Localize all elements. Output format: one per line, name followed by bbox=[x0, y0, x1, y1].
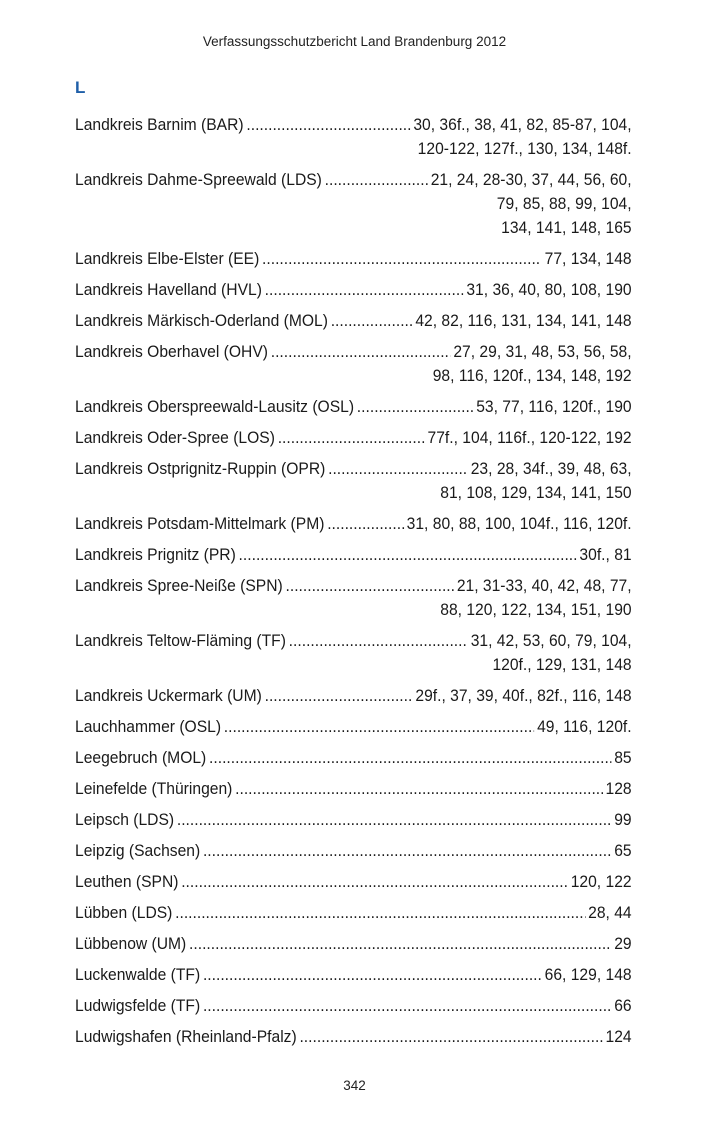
index-entry bbox=[75, 1025, 632, 1049]
dot-leader bbox=[175, 901, 585, 925]
index-term: Landkreis Oberspreewald-Lausitz (OSL) bbox=[75, 397, 355, 416]
index-entry bbox=[75, 715, 632, 739]
page-references: 28, 44 bbox=[588, 903, 632, 922]
page-references-continued: 134, 141, 148, 165 bbox=[501, 218, 632, 237]
index-entry bbox=[75, 994, 632, 1018]
index-term: Landkreis Potsdam-Mittelmark (PM) bbox=[75, 514, 325, 533]
index-entry-first-line bbox=[75, 963, 632, 987]
index-term: Leipsch (LDS) bbox=[75, 810, 175, 829]
dot-leader bbox=[203, 963, 542, 987]
page-references: 30, 36f., 38, 41, 82, 85-87, 104, bbox=[413, 115, 632, 134]
index-entry-first-line bbox=[75, 746, 632, 770]
index-entry-first-line bbox=[75, 808, 632, 832]
page-references: 27, 29, 31, 48, 53, 56, 58, bbox=[453, 342, 632, 361]
index-entry bbox=[75, 684, 632, 708]
index-entry-first-line bbox=[75, 457, 632, 481]
dot-leader bbox=[286, 574, 455, 598]
page-references-continued: 120f., 129, 131, 148 bbox=[492, 655, 632, 674]
index-term: Landkreis Teltow-Fläming (TF) bbox=[75, 631, 286, 650]
index-term: Landkreis Oberhavel (OHV) bbox=[75, 342, 268, 361]
index-term: Landkreis Spree-Neiße (SPN) bbox=[75, 576, 283, 595]
dot-leader bbox=[203, 839, 611, 863]
index-entry-first-line bbox=[75, 932, 632, 956]
dot-leader bbox=[325, 168, 428, 192]
dot-leader bbox=[271, 340, 451, 364]
index-term: Landkreis Märkisch-Oderland (MOL) bbox=[75, 311, 328, 330]
index-entry-first-line bbox=[75, 168, 632, 192]
dot-leader bbox=[224, 715, 535, 739]
page-references: 77, 134, 148 bbox=[544, 249, 632, 268]
dot-leader bbox=[177, 808, 612, 832]
page-references: 124 bbox=[605, 1027, 632, 1046]
index-entry-first-line bbox=[75, 901, 632, 925]
page-references: 85 bbox=[614, 748, 632, 767]
index-entry-first-line bbox=[75, 574, 632, 598]
dot-leader bbox=[357, 395, 474, 419]
index-term: Leipzig (Sachsen) bbox=[75, 841, 201, 860]
page-references: 21, 24, 28-30, 37, 44, 56, 60, bbox=[430, 170, 632, 189]
running-header: Verfassungsschutzbericht Land Brandenburg 2012 bbox=[202, 34, 507, 49]
index-entry-first-line bbox=[75, 777, 632, 801]
index-term: Landkreis Uckermark (UM) bbox=[75, 686, 262, 705]
index-entry-first-line bbox=[75, 839, 632, 863]
page-references: 21, 31-33, 40, 42, 48, 77, bbox=[456, 576, 632, 595]
index-entry-first-line bbox=[75, 870, 632, 894]
index-term: Ludwigsfelde (TF) bbox=[75, 996, 201, 1015]
index-entry bbox=[75, 457, 632, 505]
dot-leader bbox=[189, 932, 611, 956]
page-references: 31, 42, 53, 60, 79, 104, bbox=[470, 631, 632, 650]
dot-leader bbox=[209, 746, 611, 770]
index-entry-first-line bbox=[75, 247, 632, 271]
index-term: Leinefelde (Thüringen) bbox=[75, 779, 233, 798]
index-entry-first-line bbox=[75, 113, 632, 137]
index-term: Lübben (LDS) bbox=[75, 903, 173, 922]
page-references: 65 bbox=[614, 841, 632, 860]
dot-leader bbox=[181, 870, 568, 894]
page-references: 53, 77, 116, 120f., 190 bbox=[476, 397, 632, 416]
index-term: Luckenwalde (TF) bbox=[75, 965, 201, 984]
index-term: Landkreis Prignitz (PR) bbox=[75, 545, 236, 564]
index-term: Landkreis Dahme-Spreewald (LDS) bbox=[75, 170, 322, 189]
index-entry bbox=[75, 512, 632, 536]
index-term: Ludwigshafen (Rheinland-Pfalz) bbox=[75, 1027, 297, 1046]
dot-leader bbox=[239, 543, 577, 567]
index-entry-first-line bbox=[75, 309, 632, 333]
page-references: 77f., 104, 116f., 120-122, 192 bbox=[427, 428, 632, 447]
dot-leader bbox=[278, 426, 425, 450]
dot-leader bbox=[289, 629, 468, 653]
page-references: 42, 82, 116, 131, 134, 141, 148 bbox=[415, 311, 632, 330]
page-references-continued: 81, 108, 129, 134, 141, 150 bbox=[440, 483, 632, 502]
index-term: Landkreis Elbe-Elster (EE) bbox=[75, 249, 260, 268]
index-entry-first-line bbox=[75, 994, 632, 1018]
index-entry-first-line bbox=[75, 278, 632, 302]
dot-leader bbox=[327, 512, 404, 536]
index-entry-first-line bbox=[75, 1025, 632, 1049]
index-entry bbox=[75, 247, 632, 271]
index-entry bbox=[75, 808, 632, 832]
dot-leader bbox=[299, 1025, 602, 1049]
index-entry bbox=[75, 309, 632, 333]
page-references: 29 bbox=[614, 934, 632, 953]
index-list bbox=[75, 113, 632, 1056]
index-entry bbox=[75, 574, 632, 622]
page-references: 66, 129, 148 bbox=[544, 965, 632, 984]
index-entry-first-line bbox=[75, 684, 632, 708]
page-references: 99 bbox=[614, 810, 632, 829]
index-entry bbox=[75, 839, 632, 863]
index-entry bbox=[75, 426, 632, 450]
index-entry bbox=[75, 113, 632, 161]
index-entry bbox=[75, 340, 632, 388]
dot-leader bbox=[328, 457, 468, 481]
page-references-continued: 120-122, 127f., 130, 134, 148f. bbox=[417, 139, 632, 158]
index-entry-first-line bbox=[75, 629, 632, 653]
index-term: Leegebruch (MOL) bbox=[75, 748, 207, 767]
index-entry bbox=[75, 932, 632, 956]
index-entry-first-line bbox=[75, 543, 632, 567]
page-references: 31, 80, 88, 100, 104f., 116, 120f. bbox=[406, 514, 632, 533]
index-entry bbox=[75, 395, 632, 419]
section-letter: L bbox=[75, 78, 86, 97]
index-entry bbox=[75, 777, 632, 801]
page-references: 128 bbox=[605, 779, 632, 798]
index-entry bbox=[75, 629, 632, 677]
dot-leader bbox=[246, 113, 410, 137]
index-term: Landkreis Havelland (HVL) bbox=[75, 280, 262, 299]
index-entry-first-line bbox=[75, 340, 632, 364]
page-references-continued: 98, 116, 120f., 134, 148, 192 bbox=[432, 366, 632, 385]
index-entry-first-line bbox=[75, 426, 632, 450]
index-entry-first-line bbox=[75, 395, 632, 419]
index-term: Landkreis Oder-Spree (LOS) bbox=[75, 428, 275, 447]
page-references: 31, 36, 40, 80, 108, 190 bbox=[466, 280, 632, 299]
index-entry-first-line bbox=[75, 715, 632, 739]
page-references: 30f., 81 bbox=[579, 545, 632, 564]
index-entry bbox=[75, 543, 632, 567]
dot-leader bbox=[262, 247, 542, 271]
page-references: 23, 28, 34f., 39, 48, 63, bbox=[470, 459, 632, 478]
index-entry bbox=[75, 746, 632, 770]
index-entry bbox=[75, 278, 632, 302]
index-entry-first-line bbox=[75, 512, 632, 536]
page-references-continued: 88, 120, 122, 134, 151, 190 bbox=[440, 600, 632, 619]
dot-leader bbox=[265, 684, 413, 708]
page-references: 29f., 37, 39, 40f., 82f., 116, 148 bbox=[415, 686, 632, 705]
page-number: 342 bbox=[343, 1078, 366, 1093]
dot-leader bbox=[331, 309, 413, 333]
index-term: Landkreis Ostprignitz-Ruppin (OPR) bbox=[75, 459, 326, 478]
index-entry bbox=[75, 870, 632, 894]
index-term: Lübbenow (UM) bbox=[75, 934, 187, 953]
dot-leader bbox=[235, 777, 603, 801]
dot-leader bbox=[265, 278, 464, 302]
page-references: 66 bbox=[614, 996, 632, 1015]
page-references-continued: 79, 85, 88, 99, 104, bbox=[496, 194, 632, 213]
index-entry bbox=[75, 901, 632, 925]
page-references: 49, 116, 120f. bbox=[537, 717, 632, 736]
dot-leader bbox=[203, 994, 611, 1018]
index-term: Leuthen (SPN) bbox=[75, 872, 179, 891]
index-entry bbox=[75, 963, 632, 987]
page-references: 120, 122 bbox=[570, 872, 632, 891]
index-term: Lauchhammer (OSL) bbox=[75, 717, 222, 736]
index-entry bbox=[75, 168, 632, 240]
index-term: Landkreis Barnim (BAR) bbox=[75, 115, 244, 134]
